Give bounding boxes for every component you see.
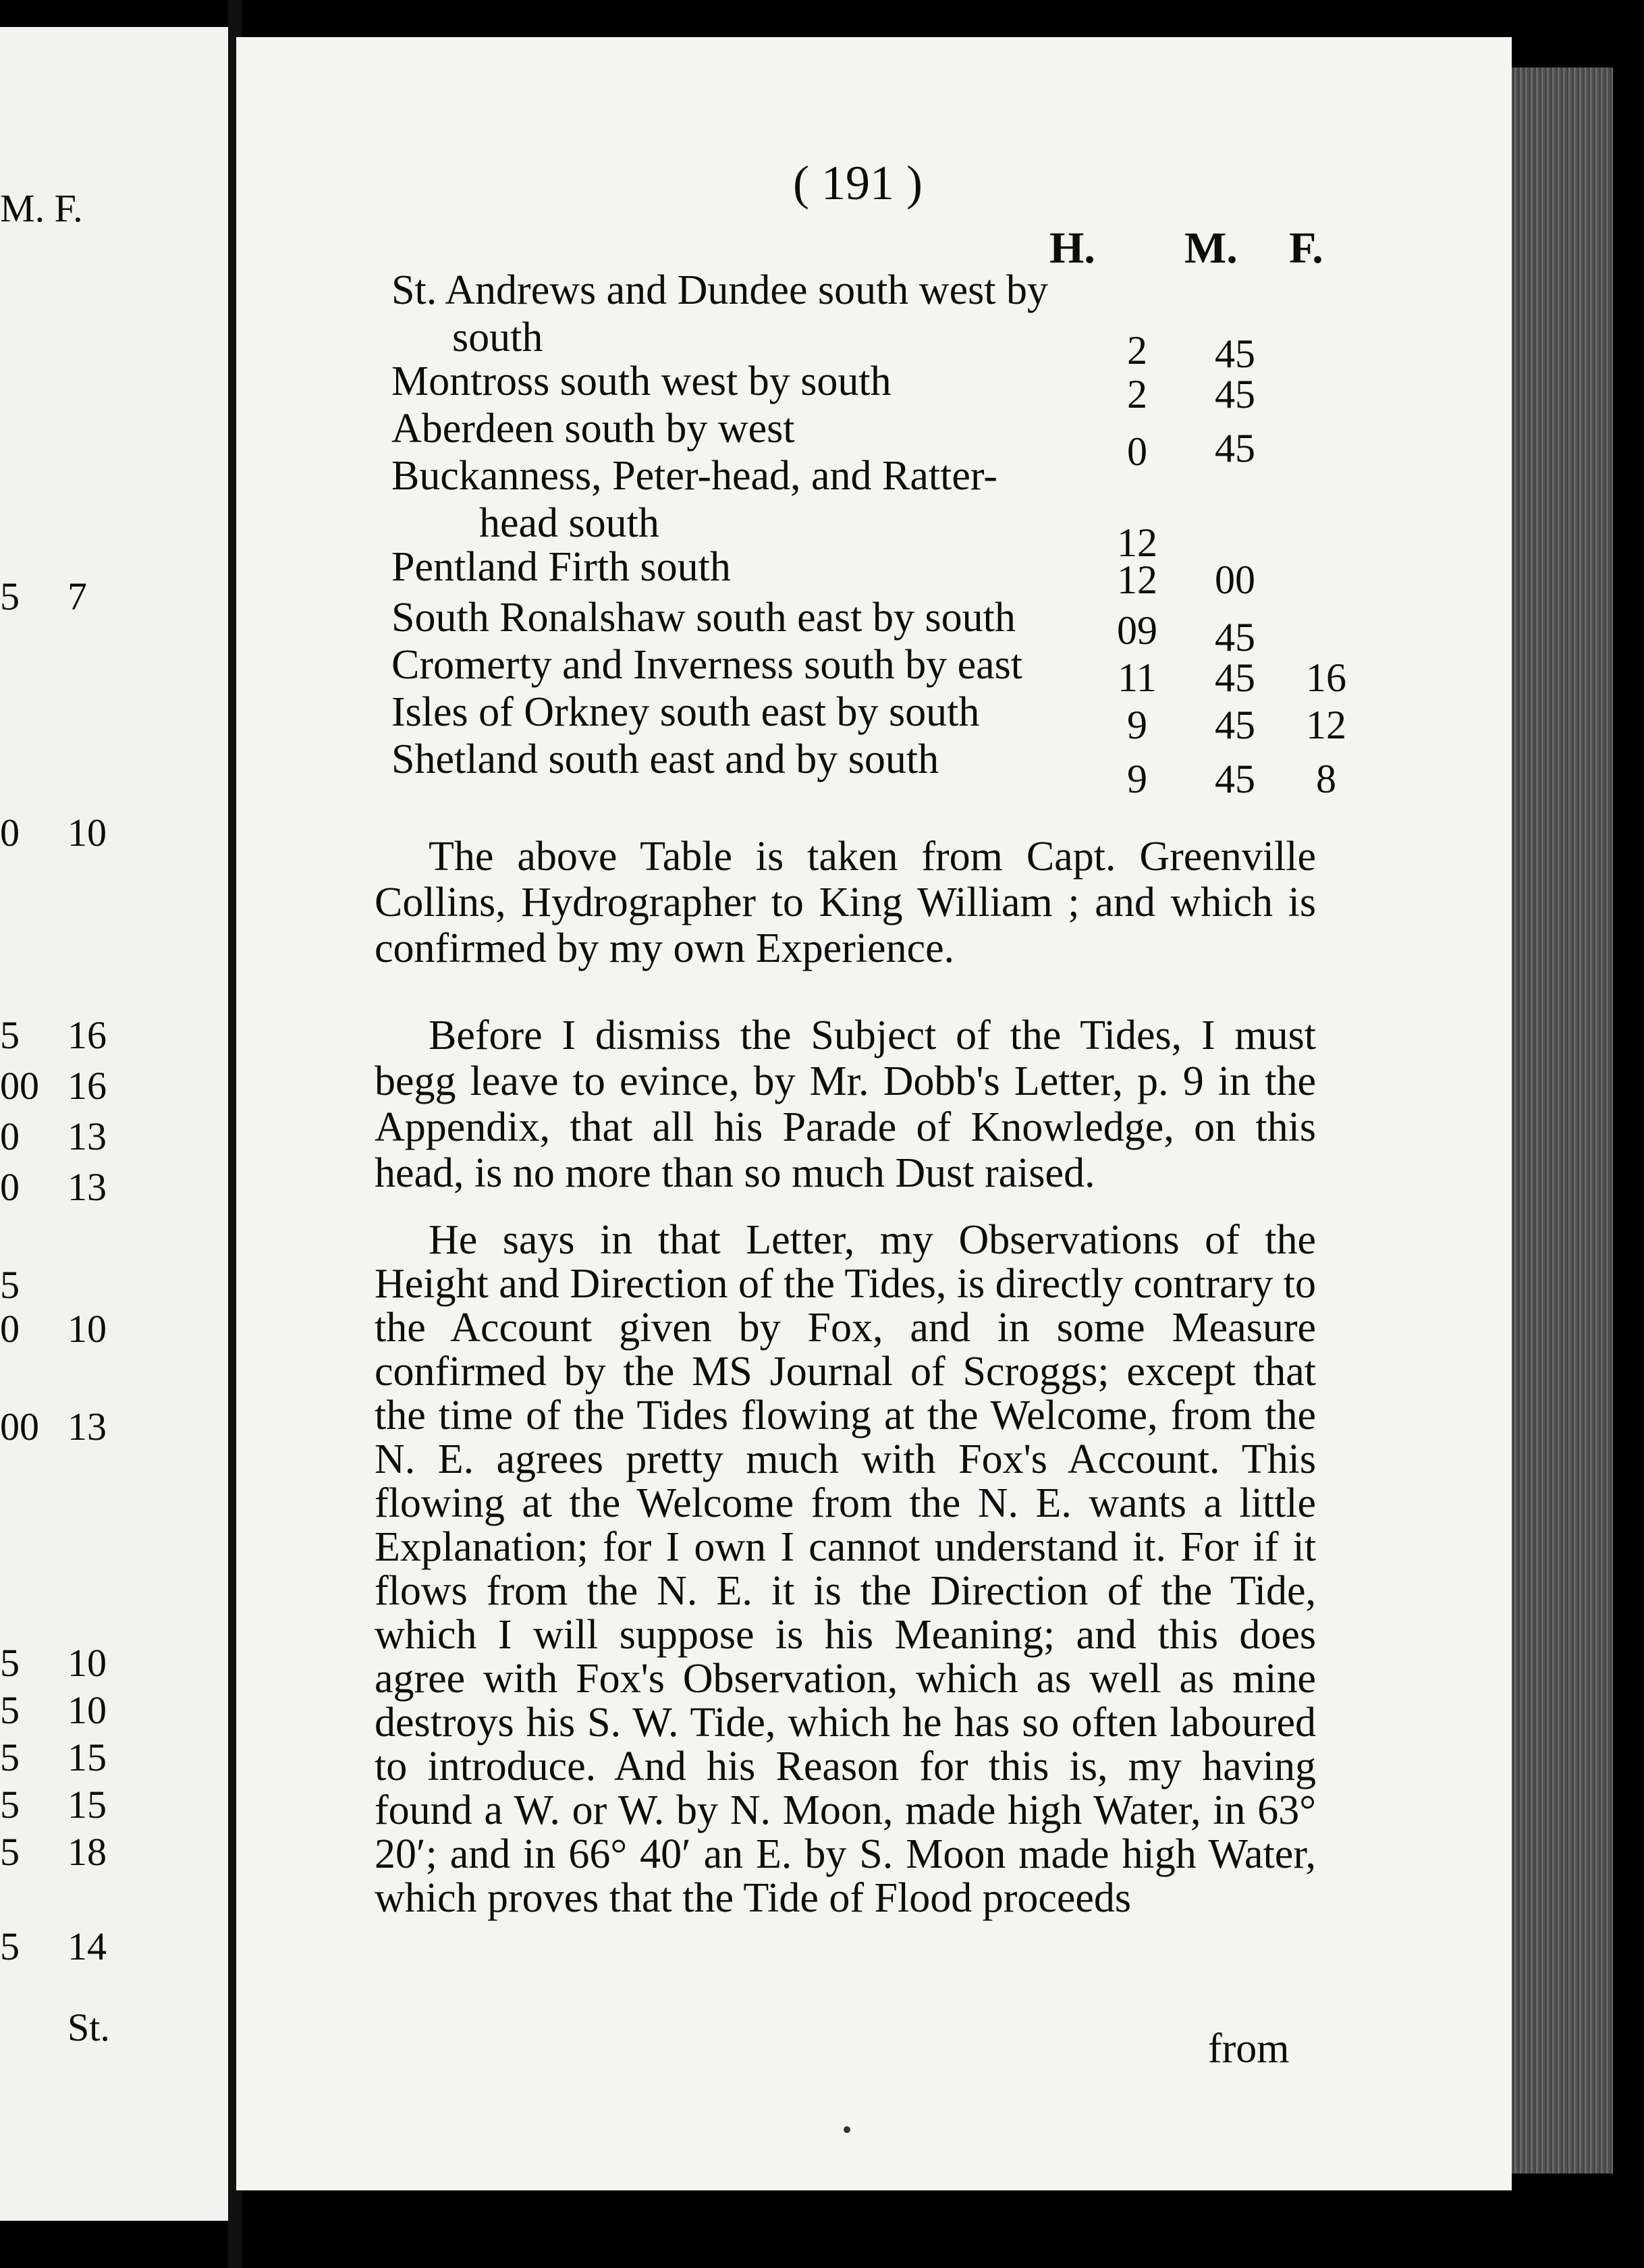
row-minutes: 45 [1215,331,1255,376]
row-place: Aberdeen south by west [391,406,795,452]
row-hours: 9 [1127,757,1147,801]
table-row [391,594,1350,659]
header-hours: H. [1049,223,1095,273]
table-row [391,267,1350,376]
row-place: South Ronalshaw south east by south [391,595,1016,641]
catchword: from [1208,2026,1290,2072]
row-minutes: 45 [1215,426,1255,470]
row-hours: 0 [1127,429,1147,474]
paragraph: The above Table is taken from Capt. Greenville Collins, Hydrographer to King William ; and which is confirmed by my own Experience. [375,834,1316,971]
row-hours: 09 [1117,608,1157,653]
paragraph: Before I dismiss the Subject of the Tides, I must begg leave to evince, by Mr. Dobb's Letter, p. 9 in the Appendix, that all his Parade of Knowledge, on this head, is no more than so much Dust raised. [375,1013,1316,1196]
row-minutes: 45 [1215,757,1255,801]
paragraph: He says in that Letter, my Observations of the Height and Direction of the Tides, is directly contrary to the Account given by Fox, and in some Measure confirmed by the MS Journal of Scroggs; except that the time of the Tides flowing at the Welcome, from the N. E. agrees pretty much with Fox's Account. This flowing at the Welcome from the N. E. wants a little Explanation; for I own I cannot understand it. For if it flows from the N. E. it is the Direction of the Tide, which I will suppose is his Meaning; and this does agree with Fox's Observation, which as well as mine destroys his S. W. Tide, which he has so often laboured to introduce. And his Reason for this is, my having found a W. or W. by N. Moon, made high Water, in 63° 20′; and in 66° 40′ an E. by S. Moon made high Water, which proves that the Tide of Flood proceeds [375,1217,1316,1921]
table-row [391,405,1350,474]
row-hours: 2 [1127,372,1147,416]
row-place: Isles of Orkney south east by south [391,689,980,735]
row-place: St. Andrews and Dundee south west by [391,267,1048,313]
row-place: Pentland Firth south [391,544,731,590]
facing-page: M. F. 5 7 0 10 5 16 00 16 0 13 0 13 5 0 10 00 13 5 10 5 10 5 15 5 15 5 18 5 14 St. [0,27,228,2221]
row-minutes: 45 [1215,372,1255,416]
row-place: Buckanness, Peter-head, and Ratter- [391,453,997,499]
table-row [391,452,1350,565]
row-hours: 9 [1127,703,1147,747]
row-hours: 11 [1118,655,1157,700]
row-hours: 12 [1117,558,1157,602]
row-hours: 12 [1117,520,1157,565]
header-feet: F. [1289,223,1323,273]
table-row [391,358,1350,416]
row-minutes: 45 [1215,655,1255,700]
row-feet: 16 [1306,655,1346,700]
table-row [391,543,1350,602]
row-minutes: 45 [1215,703,1255,747]
table-row [391,688,1350,747]
table-row [391,641,1350,700]
row-feet: 12 [1306,703,1346,747]
row-place: Cromerty and Inverness south by east [391,642,1022,688]
table-row [391,736,1350,801]
row-continuation: head south [479,500,659,546]
row-minutes: 00 [1215,558,1255,602]
page-edges [1512,68,1613,2174]
row-continuation: south [452,315,543,360]
ink-mark [844,2126,850,2133]
row-feet: 8 [1316,757,1336,801]
page-number: ( 191 ) [793,156,923,210]
row-place: Montross south west by south [391,358,892,404]
header-minutes: M. [1184,223,1238,273]
row-minutes: 45 [1215,615,1255,659]
row-hours: 2 [1127,328,1147,373]
row-place: Shetland south east and by south [391,736,939,782]
